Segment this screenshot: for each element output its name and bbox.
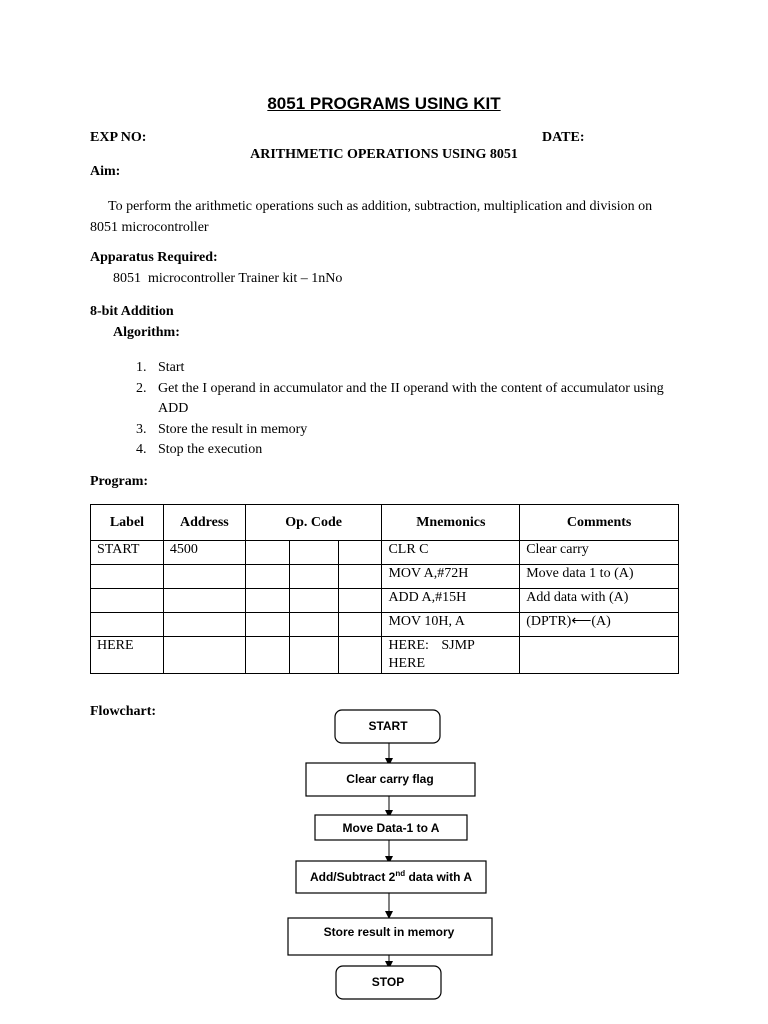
step-text: Stop the execution xyxy=(158,442,263,457)
table-header-row xyxy=(91,505,679,541)
cell-opcode xyxy=(245,565,289,589)
date-label: DATE: xyxy=(542,130,585,145)
cell-opcode xyxy=(289,565,338,589)
cell-address: 4500 xyxy=(163,541,245,565)
cell-mnemonic: CLR C xyxy=(382,541,520,565)
flow-node-label: Store result in memory xyxy=(323,925,455,939)
program-heading: Program: xyxy=(90,474,149,489)
cell-label: START xyxy=(91,541,164,565)
table-row xyxy=(91,613,679,637)
cell-comment xyxy=(520,637,679,674)
exp-no-label: EXP NO: xyxy=(90,130,147,145)
cell-opcode xyxy=(289,613,338,637)
aim-text: To perform the arithmetic operations such as addition, subtraction, multiplication and division on 8051 microcontroller xyxy=(90,199,653,235)
step-text: Get the I operand in accumulator and the II operand with the content of accumulator using ADD xyxy=(158,380,664,416)
column-header: Op. Code xyxy=(245,505,382,541)
step-text: Start xyxy=(158,360,185,375)
step-number: 4. xyxy=(136,442,147,457)
step-number: 2. xyxy=(136,380,147,396)
list-item xyxy=(136,440,678,461)
cell-mnemonic: MOV A,#72H xyxy=(382,565,520,589)
column-header: Label xyxy=(91,505,164,541)
flowchart-diagram xyxy=(0,700,768,1010)
table-row xyxy=(91,565,679,589)
cell-opcode xyxy=(338,613,382,637)
column-header: Address xyxy=(163,505,245,541)
cell-address xyxy=(163,589,245,613)
section-heading: 8-bit Addition xyxy=(90,304,174,319)
cell-opcode xyxy=(245,637,289,674)
cell-comment: Move data 1 to (A) xyxy=(520,565,679,589)
list-item xyxy=(136,420,678,441)
list-item xyxy=(136,358,678,379)
page-title: 8051 PROGRAMS USING KIT xyxy=(267,94,501,113)
cell-opcode xyxy=(289,589,338,613)
apparatus-heading: Apparatus Required: xyxy=(90,250,218,265)
column-header: Comments xyxy=(520,505,679,541)
cell-opcode xyxy=(289,541,338,565)
cell-address xyxy=(163,613,245,637)
cell-mnemonic: MOV 10H, A xyxy=(382,613,520,637)
flow-stop-label: STOP xyxy=(371,975,405,989)
cell-mnemonic: ADD A,#15H xyxy=(382,589,520,613)
table-row xyxy=(91,637,679,674)
algorithm-heading: Algorithm: xyxy=(113,325,180,340)
aim-heading: Aim: xyxy=(90,164,121,179)
cell-opcode xyxy=(245,613,289,637)
cell-label: HERE xyxy=(91,637,164,674)
experiment-subtitle: ARITHMETIC OPERATIONS USING 8051 xyxy=(250,147,518,162)
column-header: Mnemonics xyxy=(382,505,520,541)
cell-label xyxy=(91,613,164,637)
step-number: 3. xyxy=(136,421,147,437)
flow-node-label: Move Data-1 to A xyxy=(342,821,440,835)
cell-address xyxy=(163,637,245,674)
cell-comment: Add data with (A) xyxy=(520,589,679,613)
flow-start-label: START xyxy=(368,719,408,733)
program-table xyxy=(90,504,679,674)
flow-node-label: Clear carry flag xyxy=(346,772,434,786)
flow-node-label: Add/Subtract 2nd data with A xyxy=(309,869,473,884)
cell-label xyxy=(91,565,164,589)
cell-mnemonic: HERE: SJMP HERE xyxy=(382,637,520,674)
cell-address xyxy=(163,565,245,589)
cell-opcode xyxy=(338,637,382,674)
table-row xyxy=(91,589,679,613)
cell-opcode xyxy=(338,565,382,589)
cell-opcode xyxy=(245,541,289,565)
cell-opcode xyxy=(338,589,382,613)
flowchart-heading: Flowchart: xyxy=(90,704,157,719)
step-text: Store the result in memory xyxy=(158,421,308,437)
apparatus-text: 8051 microcontroller Trainer kit – 1nNo xyxy=(113,271,343,286)
step-number: 1. xyxy=(136,360,147,375)
cell-opcode xyxy=(338,541,382,565)
cell-comment: (DPTR)⟵(A) xyxy=(520,613,679,637)
cell-opcode xyxy=(289,637,338,674)
table-row xyxy=(91,541,679,565)
cell-opcode xyxy=(245,589,289,613)
cell-comment: Clear carry xyxy=(520,541,679,565)
list-item xyxy=(136,379,678,420)
cell-label xyxy=(91,589,164,613)
algorithm-steps xyxy=(136,358,678,461)
